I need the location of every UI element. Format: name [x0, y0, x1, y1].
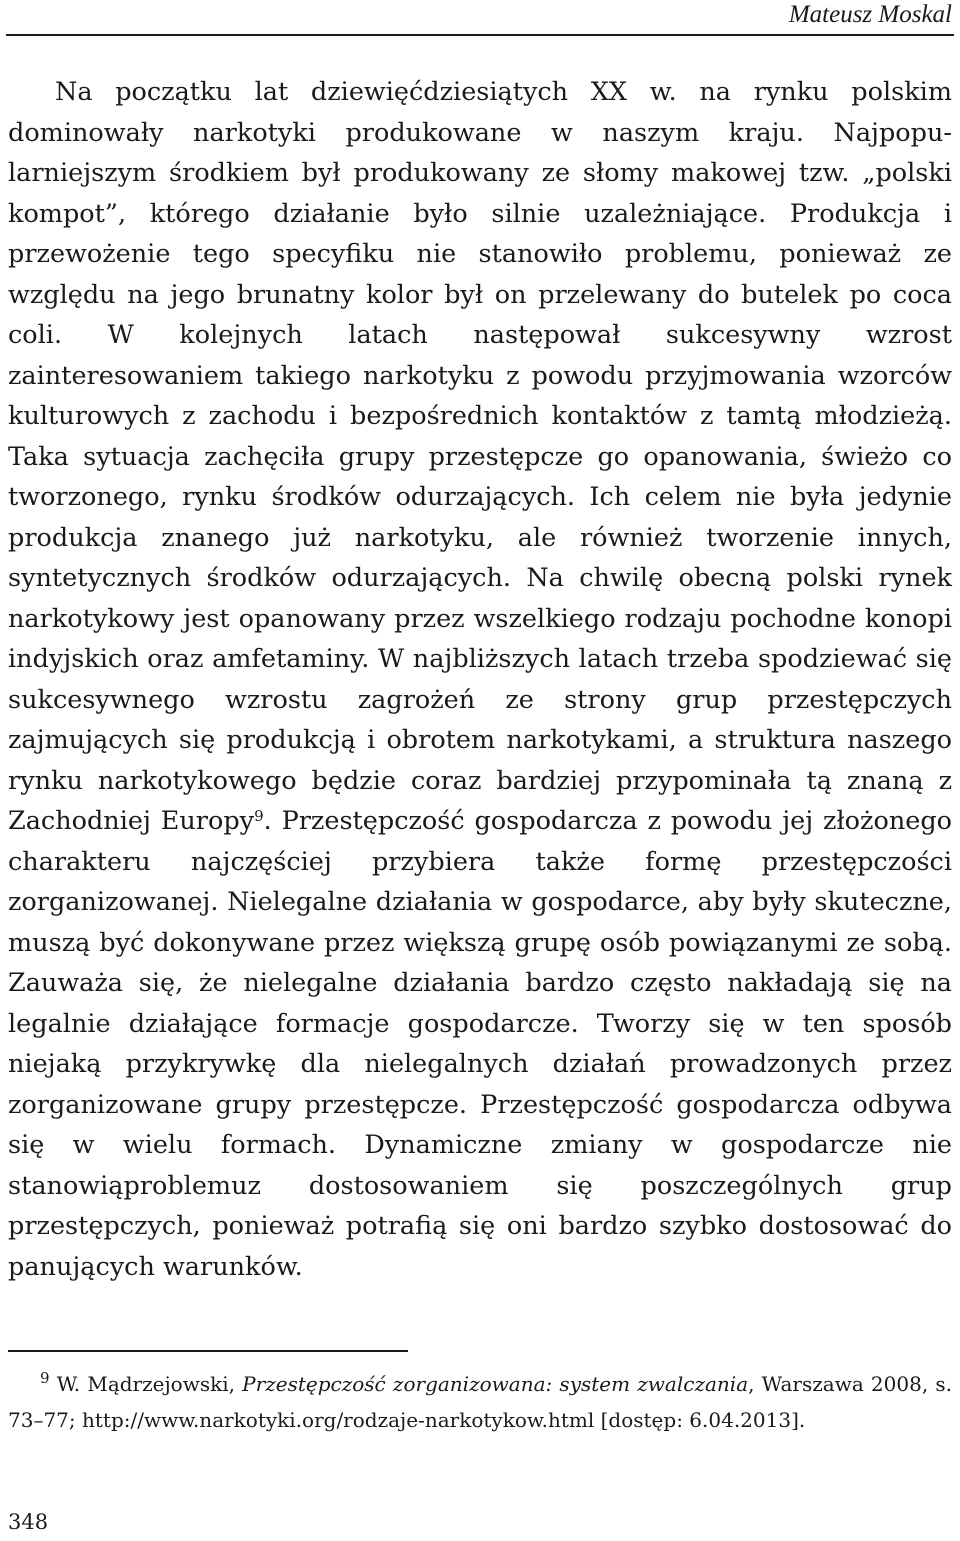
- footnote-author: W. Mądrzejowski,: [56, 1372, 243, 1396]
- footnote-reference[interactable]: 9: [254, 807, 264, 825]
- paragraph-text-part-1: Na początku lat dziewięćdziesiątych XX w. na rynku polskim dominowały narkotyki produkowane w naszym kraju. Najpopularniejszym środkiem był produkowany ze słomy makowej tzw. „polski kompot”, którego działanie było silnie uzależniające. Produkcja i przewożenie tego specyfiku nie stanowiło problemu, ponieważ ze względu na jego brunatny kolor był on przelewany do butelek po coca coli. W kolejnych latach następował sukcesywny wzrost zainteresowaniem takiego narkotyku z powodu przyjmowania wzorców kulturowych z zachodu i bezpośrednich kontaktów z tamtą młodzieżą. Taka sytuacja zachęciła grupy przestępcze go opanowania, świeżo co tworzonego, rynku środków odurzających. Ich celem nie była jedynie produkcja znanego już narkotyku, ale również tworzenie innych, syntetycznych środków odurzających. Na chwilę obecną polski rynek narkotykowy jest opanowany przez wszelkiego rodzaju pochodne konopi indyjskich oraz amfetaminy. W najbliższych latach trzeba spodziewać się sukcesywnego wzrostu zagrożeń ze strony grup przestępczych zajmujących się produkcją i obrotem narkotykami, a struktura naszego rynku narkotykowego będzie coraz bardziej przypominała tą znaną z Zachodniej Europy: [8, 77, 952, 836]
- main-paragraph: [8, 72, 952, 1287]
- page-number: 348: [8, 1510, 49, 1534]
- footnote-details: , Warszawa 2008, s. 73–77; http://www.narkotyki.org/rodzaje-narkotykow.html [dostęp: 6.04.2013].: [8, 1372, 952, 1432]
- footnote-separator: [8, 1350, 408, 1352]
- paragraph-text-part-2: . Przestępczość gospodarcza z powodu jej złożonego charakteru najczęściej przybiera także formę przestępczości zorganizowanej. Nielegalne działania w gospodarce, aby były skuteczne, muszą być dokonywane przez większą grupę osób powiązanymi ze sobą. Zauważa się, że nielegalne działania bardzo często nakładają się na legalnie działające formacje gospodarcze. Tworzy się w ten sposób niejaką przykrywkę dla nielegalnych działań prowadzonych przez zorganizowane grupy przestępcze. Przestępczość gospodarcza odbywa się w wielu formach. Dynamiczne zmiany w gospodarcze nie stanowiąproblemuz dostosowaniem się poszczególnych grup przestępczych, ponieważ potrafią się oni bardzo szybko dostosować do panujących warunków.: [8, 806, 953, 1282]
- footnote-title: Przestępczość zorganizowana: system zwalczania: [242, 1372, 749, 1396]
- header-rule: [6, 34, 954, 36]
- footnote-number: 9: [40, 1369, 50, 1387]
- footnote: [8, 1366, 952, 1438]
- running-header-author: Mateusz Moskal: [788, 1, 952, 28]
